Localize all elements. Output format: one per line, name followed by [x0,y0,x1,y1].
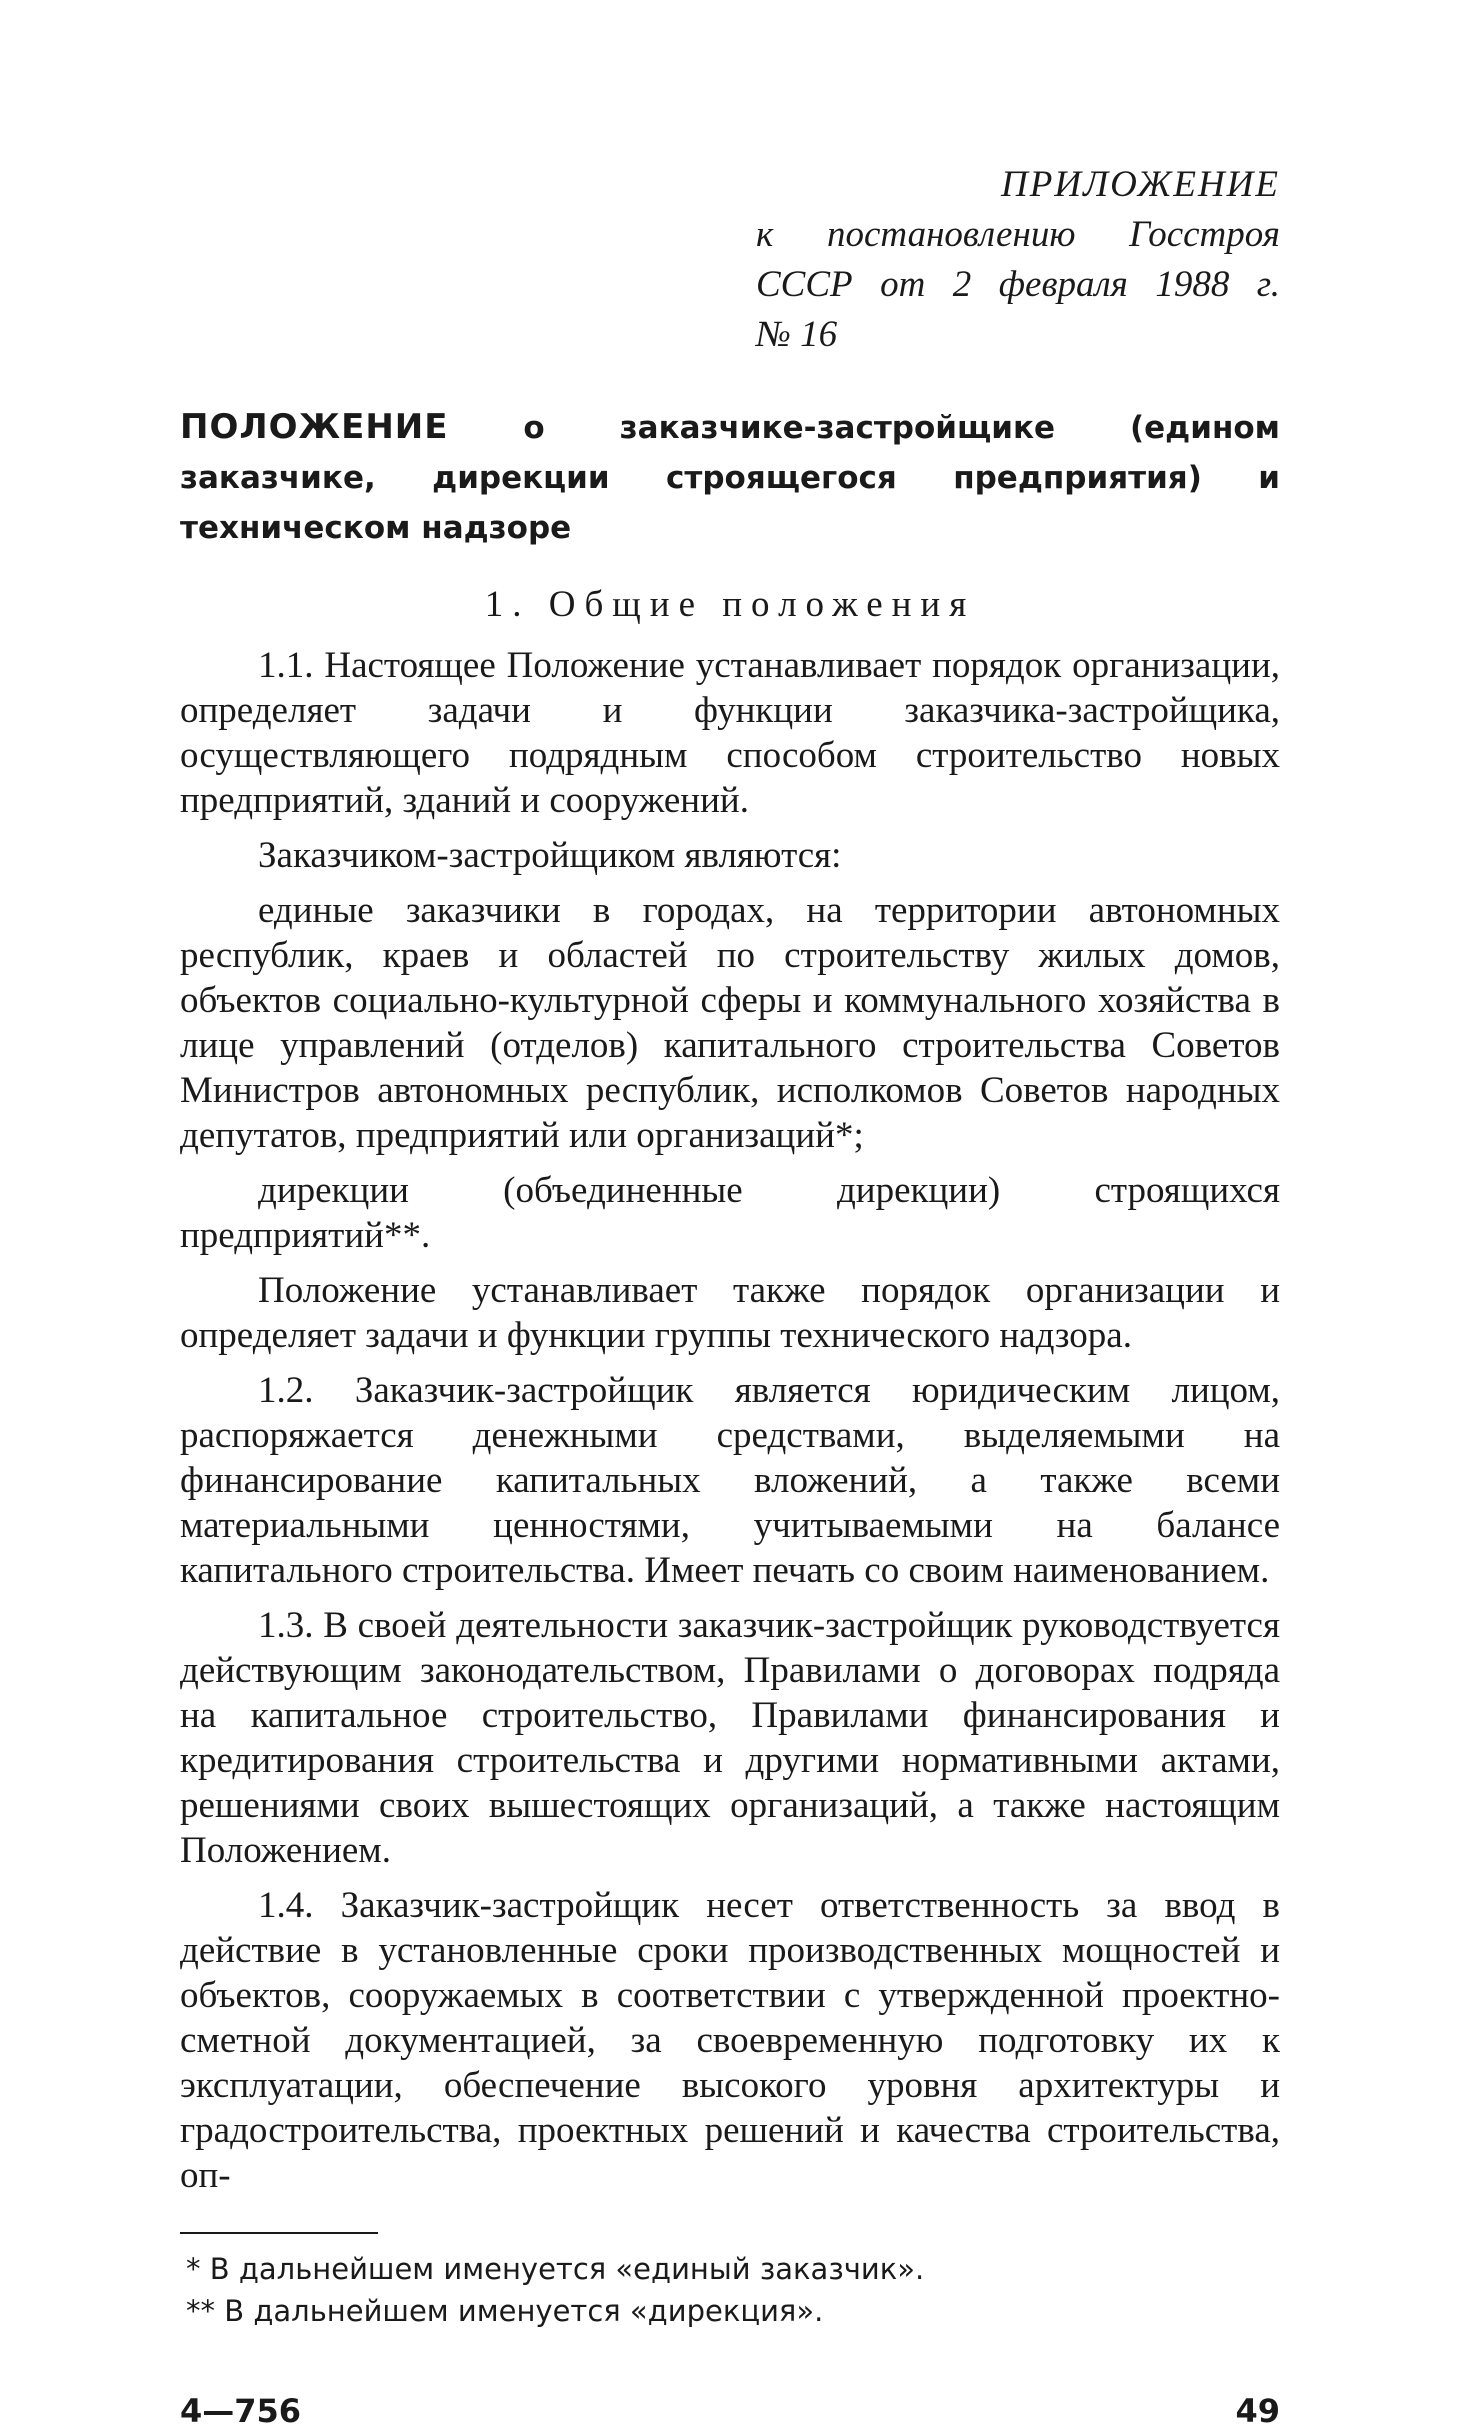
page-number: 49 [1235,2392,1280,2430]
document-page [180,160,1280,2432]
page-footer [180,2390,1280,2432]
paragraph-1-1: 1.1. Настоящее Положение устанавливает порядок организации, определяет задачи и функции заказчика-застройщика, осуществляющего подрядным способом строительство новых предприятий, зданий и сооружений. [180,645,1280,821]
paragraph-directorates: дирекции (объединенные дирекции) строящихся предприятий**. [180,1170,1280,1256]
appendix-title: ПРИЛОЖЕНИЕ [1001,164,1280,205]
document-title-word: ПОЛОЖЕНИЕ [180,407,449,447]
paragraph-1-2: 1.2. Заказчик-застройщик является юридическим лицом, распоряжается денежными средствами, выделяемыми на финансирование капитальных вложений, а также всеми материальными ценностями, учитываемыми на балансе капитального строительства. Имеет печать со своим наименованием. [180,1370,1280,1591]
appendix-line-1: к постановлению Госстроя [756,214,1280,255]
paragraph-single-customers: единые заказчики в городах, на территории автономных республик, краев и областей по строительству жилых домов, объектов социально-культурной сферы и коммунального хозяйства в лице управлений (отделов) капитального строительства Советов Министров автономных республик, исполкомов Советов народных депутатов, предприятий или организаций*; [180,890,1280,1156]
appendix-block [756,160,1280,360]
paragraph-1-3: 1.3. В своей деятельности заказчик-застройщик руководствуется действующим законодательством, Правилами о договорах подряда на капитальное строительство, Правилами финансирования и кредитирования строительства и другими нормативными актами, решениями своих вышестоящих организаций, а также настоящим Положением. [180,1605,1280,1871]
signature-mark: 4—756 [180,2392,302,2430]
document-title [180,402,1280,553]
appendix-line-2: СССР от 2 февраля 1988 г. [756,264,1280,305]
footnote-2: ** В дальнейшем именуется «дирекция». [186,2294,824,2328]
footnotes [180,2248,1280,2332]
footnote-1: * В дальнейшем именуется «единый заказчик». [186,2252,925,2286]
paragraph-customer-intro: Заказчиком-застройщиком являются: [258,835,842,876]
paragraph-technical-supervision: Положение устанавливает также порядок организации и определяет задачи и функции группы технического надзора. [180,1270,1280,1356]
footnote-divider [180,2232,378,2234]
document-title-rest: о заказчике-застройщике (едином заказчике, дирекции строящегося предприятия) и техническом надзоре [180,410,1280,546]
paragraph-1-4: 1.4. Заказчик-застройщик несет ответственность за ввод в действие в установленные сроки производственных мощностей и объектов, сооружаемых в соответствии с утвержденной проектно-сметной документацией, за своевременную подготовку их к эксплуатации, обеспечение высокого уровня архитектуры и градостроительства, проектных решений и качества строительства, оп- [180,1885,1280,2196]
appendix-line-3: № 16 [756,314,838,355]
section-heading: 1. Общие положения [484,584,976,625]
